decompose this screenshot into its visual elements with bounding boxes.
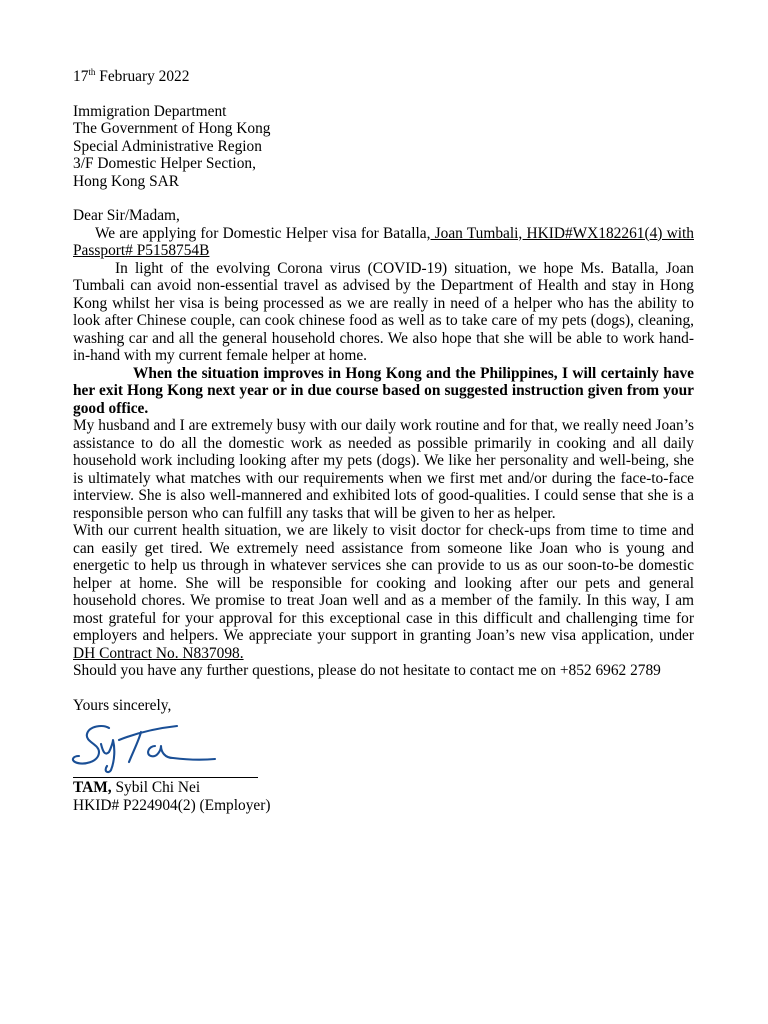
paragraph-health — [73, 522, 694, 662]
letter-page — [73, 68, 694, 814]
application-text: We are applying for Domestic Helper visa for Batalla — [95, 224, 427, 242]
date-suffix: th — [88, 67, 96, 77]
address-line: Special Administrative Region — [73, 137, 262, 155]
salutation: Dear Sir/Madam, — [73, 207, 180, 224]
paragraph-contact: Should you have any further questions, please do not hesitate to contact me on +852 6962 2789 — [73, 662, 661, 679]
contract-number: DH Contract No. N837098. — [73, 644, 244, 662]
signer-id: HKID# P224904(2) (Employer) — [73, 796, 271, 814]
signature-strokes — [73, 726, 215, 772]
address-line: The Government of Hong Kong — [73, 120, 271, 137]
signature-area — [73, 722, 694, 779]
recipient-address — [73, 103, 694, 191]
address-line: Immigration Department — [73, 102, 227, 120]
signature-line — [73, 777, 258, 778]
handwritten-signature — [69, 722, 219, 778]
signer-given-names: Sybil Chi Nei — [111, 779, 201, 796]
paragraph-application — [73, 225, 694, 260]
date-day: 17 — [73, 68, 89, 85]
paragraph-need: My husband and I are extremely busy with our daily work routine and for that, we really need Joan’s assistance to do all the domestic work as needed as possible primarily in cooking and all daily household work including looking after my pets (dogs). We like her personality and well-being, she is ultimately what matches with our requirements when we first met and/or during the face-to-face interview. She is also well-mannered and exhibited lots of good-qualities. I could sense that she is a responsible person who can fulfill any tasks that will be given to her as helper. — [73, 417, 694, 522]
signer-surname: TAM, — [73, 779, 112, 796]
letter-date — [73, 68, 694, 86]
paragraph-covid: In light of the evolving Corona virus (COVID-19) situation, we hope Ms. Batalla, Joan Tumbali can avoid non-essential travel as advised by the Department of Health and stay in Hong Kong whilst her visa is being processed as we are really in need of a helper who has the ability to look after Chinese couple, can cook chinese food as well as to take care of my pets (dogs), cleaning, washing car and all the general household chores. We also hope that she will be able to work hand-in-hand with my current female helper at home. — [73, 259, 694, 364]
date-rest: February 2022 — [95, 68, 190, 85]
closing: Yours sincerely, — [73, 696, 172, 714]
health-text: With our current health situation, we are likely to visit doctor for check-ups from time to time and can easily get tired. We extremely need assistance from someone like Joan who is young and energetic to help us through in whatever services she can provide to us as our soon-to-be domestic helper at home. She will be responsible for cooking and looking after our pets and general household chores. We promise to treat Joan well and as a member of the family. In this way, I am most grateful for your approval for this exceptional case in this difficult and challenging time for employers and helpers. We appreciate your support in granting Joan’s new visa application, under — [73, 522, 694, 644]
applicant-details: , Joan Tumbali, HKID#WX182261(4) with Passport# P5158754B — [73, 224, 694, 259]
paragraph-exit-commitment: When the situation improves in Hong Kong and the Philippines, I will certainly have her exit Hong Kong next year or in due course based on suggested instruction given from your good office. — [73, 364, 694, 417]
signer-name — [73, 779, 694, 797]
address-line: Hong Kong SAR — [73, 172, 180, 190]
address-line: 3/F Domestic Helper Section, — [73, 155, 256, 172]
